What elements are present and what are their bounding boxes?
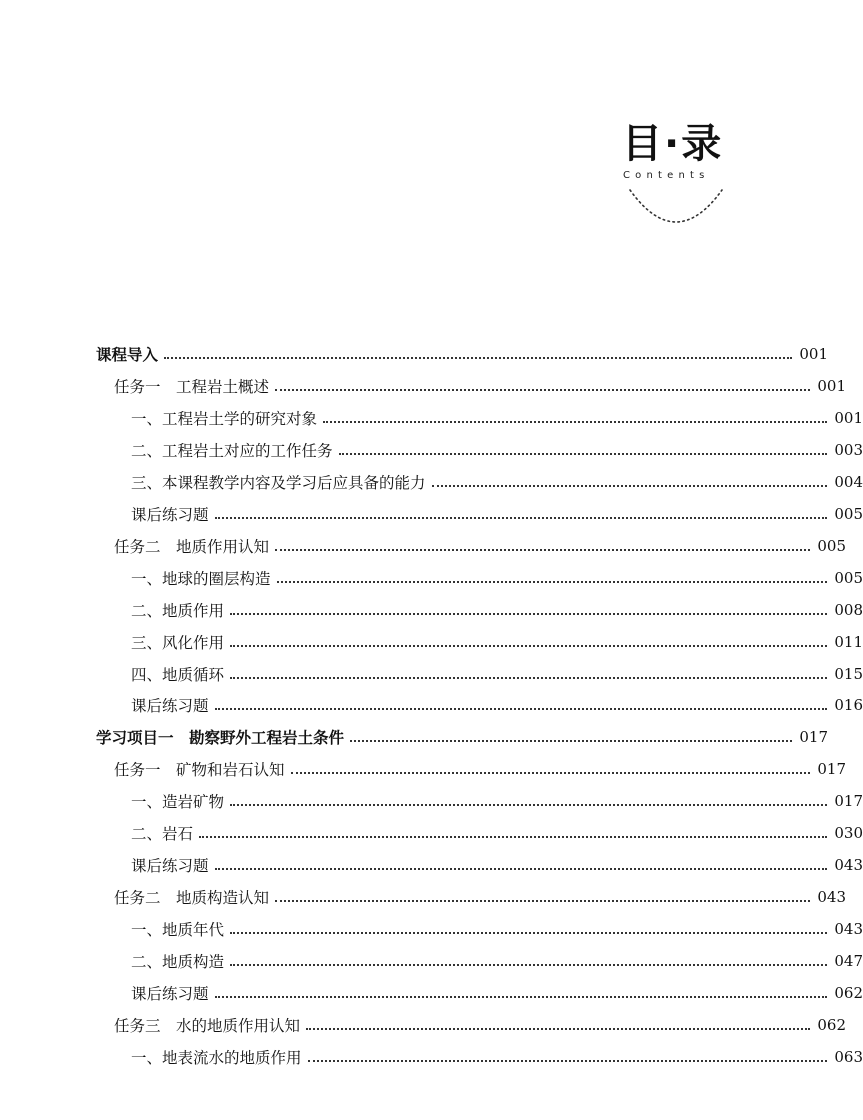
- toc-entry-label: 二、地质构造: [131, 953, 225, 972]
- toc-entry-label: 课程导入: [96, 346, 159, 364]
- dot-leader: [230, 645, 827, 647]
- toc-entry[interactable]: [0, 1009, 846, 1041]
- toc-entry[interactable]: [0, 434, 863, 466]
- toc-entry[interactable]: [0, 881, 846, 913]
- toc-entry-label: 二、地质作用: [131, 601, 225, 620]
- page-subtitle: Contents: [623, 170, 710, 181]
- toc-entry-page-number: 043: [817, 888, 846, 907]
- dot-leader: [323, 421, 827, 423]
- toc-entry-label: 学习项目一 勘察野外工程岩土条件: [96, 729, 345, 748]
- toc-entry[interactable]: [0, 913, 863, 945]
- dot-leader: [215, 868, 827, 870]
- toc-entry[interactable]: [0, 498, 863, 530]
- toc-entry-label: 三、本课程教学内容及学习后应具备的能力: [131, 473, 426, 492]
- dot-leader: [199, 836, 827, 838]
- toc-entry-label: 一、地质年代: [131, 921, 225, 940]
- decorative-dotted-arc: [624, 184, 728, 228]
- dot-leader: [308, 1060, 827, 1062]
- dot-leader: [230, 613, 827, 615]
- toc-entry-label: 二、岩石: [131, 825, 194, 844]
- toc-entry-page-number: 043: [834, 920, 863, 939]
- toc-entry-label: 一、造岩矿物: [131, 793, 225, 812]
- dot-leader: [230, 677, 827, 679]
- toc-entry-page-number: 043: [834, 856, 863, 875]
- toc-entry-page-number: 030: [834, 824, 863, 843]
- dot-leader: [350, 740, 792, 742]
- toc-entry-label: 四、地质循环: [131, 665, 225, 684]
- dot-leader: [215, 708, 827, 710]
- toc-entry-page-number: 015: [834, 664, 863, 683]
- toc-entry[interactable]: [0, 721, 828, 753]
- toc-entry-label: 课后练习题: [131, 697, 209, 716]
- dot-leader: [215, 517, 827, 519]
- toc-entry[interactable]: [0, 977, 863, 1009]
- toc-entry-page-number: 062: [834, 984, 863, 1002]
- toc-entry-page-number: 005: [834, 568, 863, 587]
- toc-entry[interactable]: [0, 1041, 863, 1073]
- toc-entry-label: 课后练习题: [131, 505, 209, 524]
- dot-leader: [164, 357, 792, 359]
- toc-entry-label: 二、工程岩土对应的工作任务: [131, 441, 333, 460]
- toc-entry-page-number: 063: [834, 1047, 863, 1066]
- toc-entry[interactable]: [0, 626, 863, 658]
- dot-leader: [275, 389, 810, 391]
- toc-entry[interactable]: [0, 753, 846, 785]
- toc-entry[interactable]: [0, 530, 846, 562]
- dot-leader: [215, 996, 827, 998]
- toc-entry-page-number: 001: [834, 408, 863, 427]
- toc-entry-label: 三、风化作用: [131, 633, 225, 652]
- toc-entry[interactable]: [0, 338, 828, 370]
- toc-entry-page-number: 016: [834, 696, 863, 715]
- dot-leader: [230, 932, 827, 934]
- dot-leader: [230, 804, 827, 806]
- dot-leader: [275, 549, 810, 551]
- toc-entry[interactable]: [0, 658, 863, 690]
- toc-entry-label: 一、地球的圈层构造: [131, 569, 271, 588]
- toc-entry[interactable]: [0, 402, 863, 434]
- page-title: 目·录: [622, 121, 724, 167]
- toc-entry-label: 任务三 水的地质作用认知: [114, 1016, 301, 1035]
- toc-entry-page-number: 017: [799, 728, 828, 747]
- toc-entry-page-number: 005: [834, 504, 863, 523]
- toc-entry[interactable]: [0, 689, 863, 721]
- toc-entry-label: 任务一 矿物和岩石认知: [114, 761, 285, 780]
- toc-entry-label: 一、地表流水的地质作用: [131, 1048, 302, 1067]
- toc-entry-label: 一、工程岩土学的研究对象: [131, 409, 318, 428]
- dot-leader: [277, 581, 827, 583]
- toc-entry-page-number: 062: [817, 1015, 846, 1034]
- toc-entry-page-number: 004: [834, 472, 863, 491]
- dot-leader: [432, 485, 827, 487]
- toc-entry-page-number: 005: [817, 536, 846, 555]
- toc-entry-label: 课后练习题: [131, 857, 209, 876]
- toc-entry[interactable]: [0, 562, 863, 594]
- toc-header: [0, 0, 790, 300]
- dot-leader: [291, 772, 810, 774]
- toc-entry-label: 任务二 地质作用认知: [114, 537, 270, 556]
- toc-entry-page-number: 017: [817, 760, 846, 779]
- toc-entry-label: 任务二 地质构造认知: [114, 889, 270, 908]
- toc-entry-page-number: 047: [834, 952, 863, 971]
- toc-entry-label: 课后练习题: [131, 985, 209, 1003]
- toc-entry-page-number: 001: [799, 345, 828, 363]
- toc-entry-label: 任务一 工程岩土概述: [114, 377, 270, 396]
- toc-entry-page-number: 011: [834, 632, 863, 651]
- toc-entry-page-number: 001: [817, 376, 846, 395]
- toc-entry[interactable]: [0, 370, 846, 402]
- dot-leader: [275, 900, 810, 902]
- dot-leader: [339, 453, 827, 455]
- toc-entry[interactable]: [0, 817, 863, 849]
- toc-entry-page-number: 003: [834, 440, 863, 459]
- dot-leader: [230, 964, 827, 966]
- toc-entry[interactable]: [0, 785, 863, 817]
- toc-entry-page-number: 008: [834, 600, 863, 619]
- toc-entry-page-number: 017: [834, 792, 863, 811]
- toc-entry[interactable]: [0, 945, 863, 977]
- toc-entry[interactable]: [0, 849, 863, 881]
- toc-entry[interactable]: [0, 466, 863, 498]
- dot-leader: [306, 1028, 810, 1030]
- toc-entry[interactable]: [0, 594, 863, 626]
